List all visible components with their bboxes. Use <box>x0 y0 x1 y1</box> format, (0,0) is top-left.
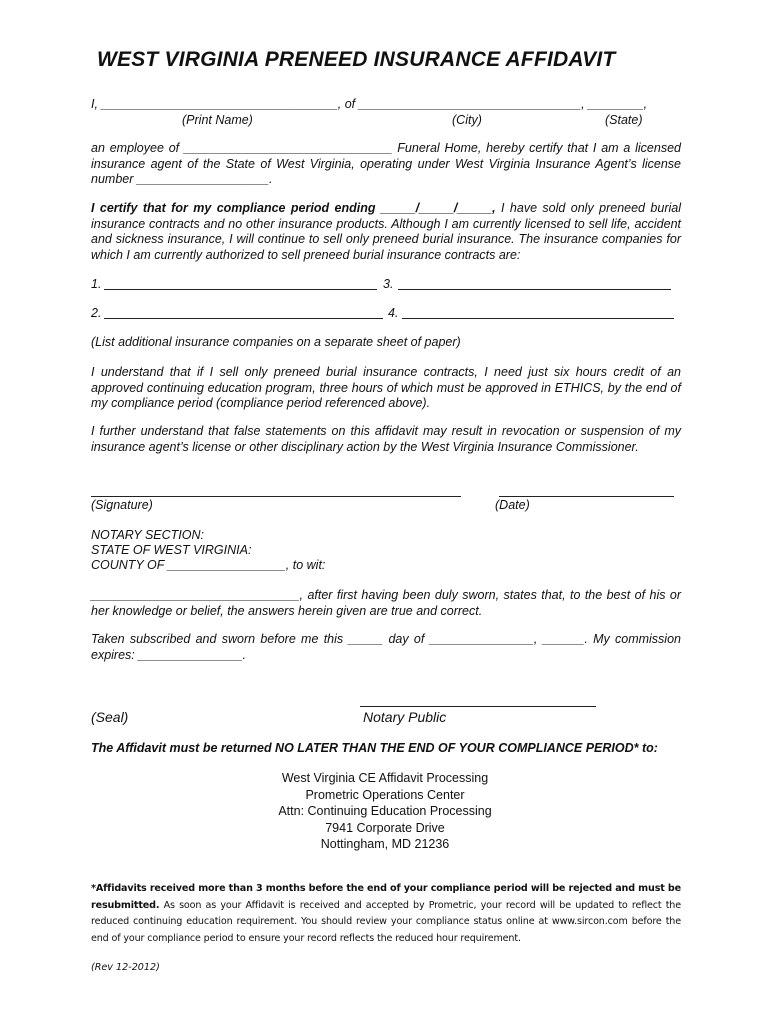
notary-section-heading: NOTARY SECTION: <box>91 528 204 542</box>
date-label: (Date) <box>495 498 530 512</box>
notary-public-label: Notary Public <box>363 709 447 725</box>
footnote-detail-text: As soon as your Affidavit is received and accepted by Prometric, your record will be updated to reflect the reduced continuing education requirement. You should review your compliance status online at www.sircon.com before the end of your compliance period to ensure your record reflects the reduced hour requirement. <box>91 899 681 944</box>
signature-label: (Signature) <box>91 498 153 512</box>
return-deadline-notice: The Affidavit must be returned NO LATER THAN THE END OF YOUR COMPLIANCE PERIOD* to: <box>91 741 658 755</box>
false-statements-paragraph: I further understand that false statements on this affidavit may result in revocation or suspension of my insurance agent’s license or other disciplinary action by the West Virginia Insurance Commissioner. <box>91 424 681 454</box>
notary-state: STATE OF WEST VIRGINIA: <box>91 543 252 557</box>
certify-lead-text: I certify that for my compliance period ending _____/_____/_____, <box>91 201 496 215</box>
footnote <box>91 881 681 947</box>
print-name-label: (Print Name) <box>182 113 253 127</box>
company-1-field[interactable] <box>104 289 377 290</box>
name-city-state-line[interactable]: I, __________________________________, of ________________________________, ________, <box>91 97 648 111</box>
company-2-field[interactable] <box>104 318 383 319</box>
certify-rest-text: I have sold only preneed burial insurance contracts and no other insurance products. Although I am currently licensed to sell life, accident and sickness insurance, I will continue to sell only preneed burial insurance. The insurance companies for which I am currently authorized to sell preneed burial insurance contracts are: <box>91 201 681 262</box>
seal-label: (Seal) <box>91 709 129 725</box>
address-line: 7941 Corporate Drive <box>325 820 445 835</box>
company-1-label: 1. <box>91 277 102 291</box>
city-label: (City) <box>452 113 482 127</box>
address-line: Nottingham, MD 21236 <box>320 837 450 851</box>
company-4-label: 4. <box>388 306 399 320</box>
company-3-label: 3. <box>383 277 394 291</box>
compliance-certification-paragraph <box>91 201 681 263</box>
mailing-address <box>0 770 770 853</box>
address-line: West Virginia CE Affidavit Processing <box>281 771 489 785</box>
revision-label: (Rev 12-2012) <box>91 962 160 973</box>
state-label: (State) <box>605 113 643 127</box>
form-title: WEST VIRGINIA PRENEED INSURANCE AFFIDAVIT <box>97 48 616 71</box>
address-line: Prometric Operations Center <box>305 787 465 802</box>
signature-field[interactable] <box>91 496 461 497</box>
date-field[interactable] <box>499 496 674 497</box>
notary-county-line[interactable]: COUNTY OF _________________, to wit: <box>91 558 326 572</box>
company-2-label: 2. <box>91 306 102 320</box>
address-line: Attn: Continuing Education Processing <box>278 804 492 818</box>
company-3-field[interactable] <box>398 289 671 290</box>
company-4-field[interactable] <box>402 318 674 319</box>
sworn-before-paragraph: Taken subscribed and sworn before me this _____ day of _______________, ______. My commission expires: _______________. <box>91 632 681 662</box>
footnote-rejection-text: *Affidavits received more than 3 months before the end of your compliance period will be rejected and must be resubmitted. <box>91 883 681 911</box>
employee-certification-paragraph: an employee of ______________________________ Funeral Home, hereby certify that I am a licensed insurance agent of the State of West Virginia, operating under West Virginia Insurance Agent’s license number ___________________. <box>91 141 681 186</box>
additional-companies-note: (List additional insurance companies on a separate sheet of paper) <box>91 335 461 349</box>
notary-signature-field[interactable] <box>360 706 596 707</box>
sworn-statement-paragraph: ______________________________, after first having been duly sworn, states that, to the best of his or her knowledge or belief, the answers herein given are true and correct. <box>91 588 681 618</box>
ce-requirement-paragraph: I understand that if I sell only preneed burial insurance contracts, I need just six hours credit of an approved continuing education program, three hours of which must be approved in ETHICS, by the end of my compliance period (compliance period referenced above). <box>91 365 681 410</box>
